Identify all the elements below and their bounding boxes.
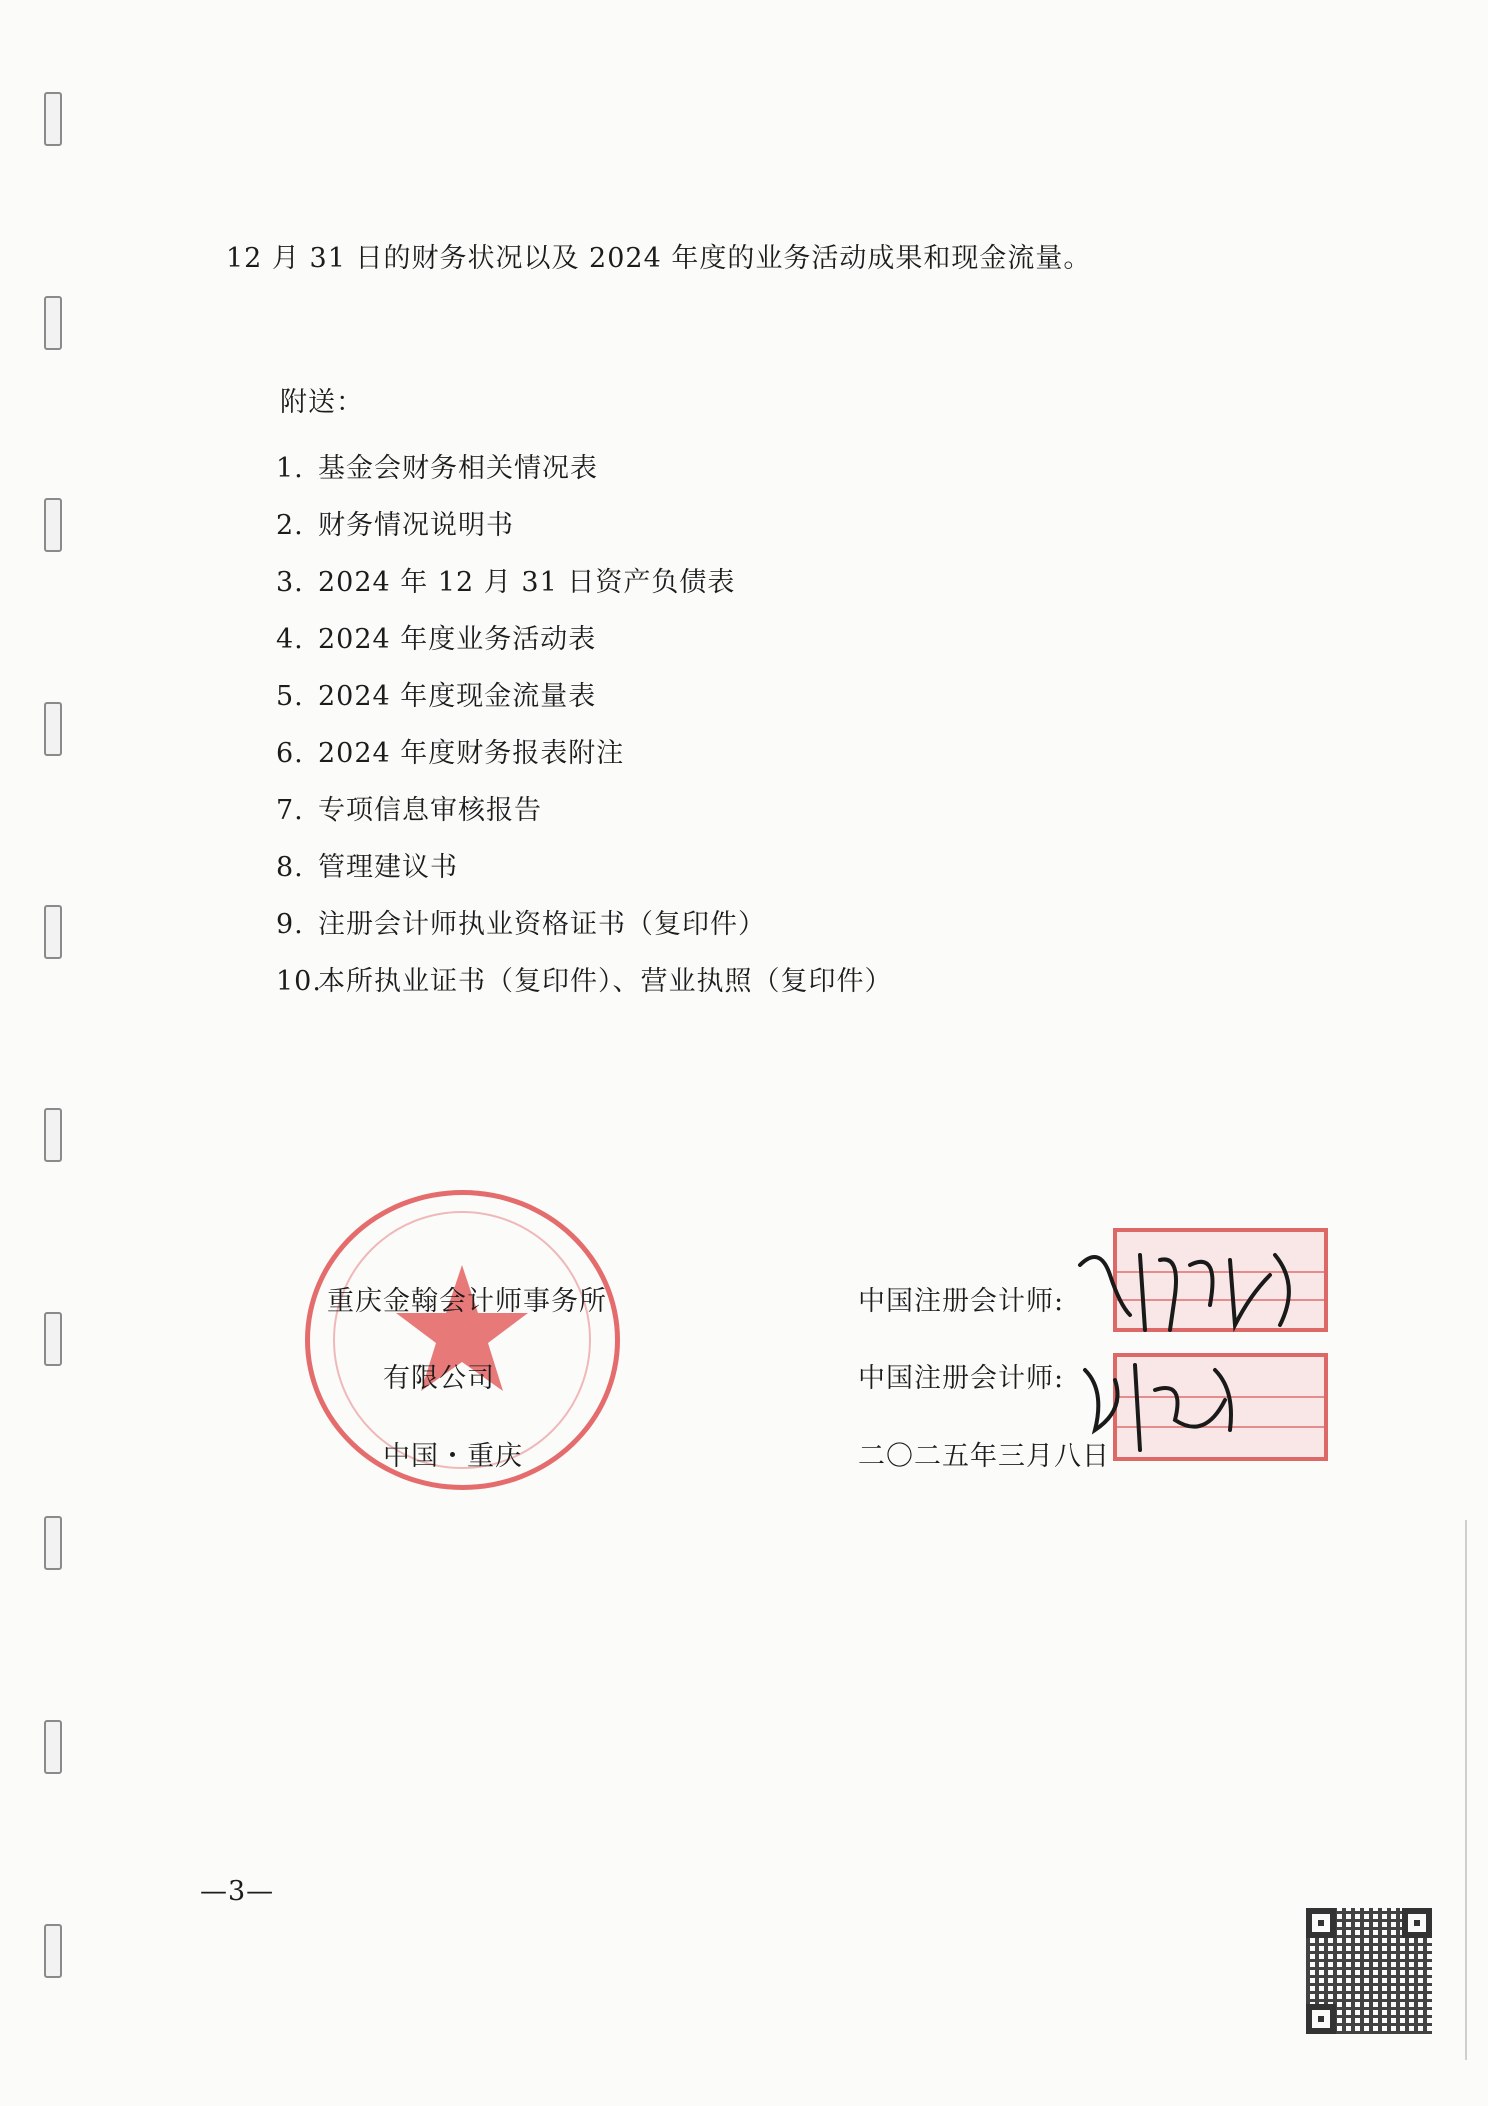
binding-hole [44, 92, 62, 146]
cpa-label-2: 中国注册会计师: [858, 1363, 1065, 1394]
qr-code [1306, 1908, 1432, 2034]
list-item-number: 7. [276, 795, 304, 826]
attachments-heading: 附送： [280, 387, 364, 418]
list-item-number: 3. [276, 567, 304, 598]
list-item-number: 9. [276, 909, 304, 940]
binding-hole [44, 296, 62, 350]
firm-name-line2: 有限公司 [383, 1363, 495, 1394]
list-item-number: 8. [276, 852, 304, 883]
binding-hole [44, 498, 62, 552]
qr-finder [1306, 2004, 1336, 2034]
list-item-text: 基金会财务相关情况表 [318, 453, 598, 484]
list-item-text: 注册会计师执业资格证书（复印件） [318, 909, 766, 940]
scan-edge-line [1465, 1520, 1467, 2060]
list-item-number: 10. [276, 966, 322, 997]
list-item-number: 4. [276, 624, 304, 655]
list-item [276, 674, 596, 713]
binding-hole [44, 702, 62, 756]
list-item-number: 6. [276, 738, 304, 769]
binding-hole [44, 905, 62, 959]
list-item [276, 788, 542, 827]
list-item-text: 2024 年 12 月 31 日资产负债表 [318, 567, 736, 598]
binding-hole [44, 1108, 62, 1162]
binding-hole [44, 1720, 62, 1774]
list-item [276, 731, 624, 770]
list-item-number: 5. [276, 681, 304, 712]
list-item [276, 560, 735, 599]
qr-finder [1402, 1908, 1432, 1938]
list-item-number: 1. [276, 453, 304, 484]
list-item [276, 503, 514, 542]
list-item [276, 446, 598, 485]
list-item-text: 2024 年度业务活动表 [318, 624, 597, 655]
list-item-text: 财务情况说明书 [318, 510, 514, 541]
firm-name-line1: 重庆金翰会计师事务所 [327, 1286, 607, 1317]
list-item [276, 617, 596, 656]
list-item [276, 902, 766, 941]
handwritten-signature-1 [1060, 1235, 1320, 1345]
list-item-text: 本所执业证书（复印件）、营业执照（复印件） [318, 966, 893, 997]
cpa-label-1: 中国注册会计师: [858, 1286, 1065, 1317]
list-item [276, 959, 893, 998]
page-number: —3— [200, 1876, 275, 1907]
qr-finder [1306, 1908, 1336, 1938]
list-item [276, 845, 458, 884]
list-item-text: 管理建议书 [318, 852, 458, 883]
list-item-text: 2024 年度现金流量表 [318, 681, 597, 712]
report-date: 二〇二五年三月八日 [858, 1441, 1110, 1472]
list-item-number: 2. [276, 510, 304, 541]
handwritten-signature-2 [1065, 1350, 1265, 1460]
list-item-text: 专项信息审核报告 [318, 795, 542, 826]
binding-hole [44, 1924, 62, 1978]
binding-hole [44, 1312, 62, 1366]
body-paragraph-line: 12 月 31 日的财务状况以及 2024 年度的业务活动成果和现金流量。 [226, 243, 1092, 274]
firm-location: 中国・重庆 [383, 1441, 523, 1472]
list-item-text: 2024 年度财务报表附注 [318, 738, 625, 769]
binding-hole [44, 1516, 62, 1570]
